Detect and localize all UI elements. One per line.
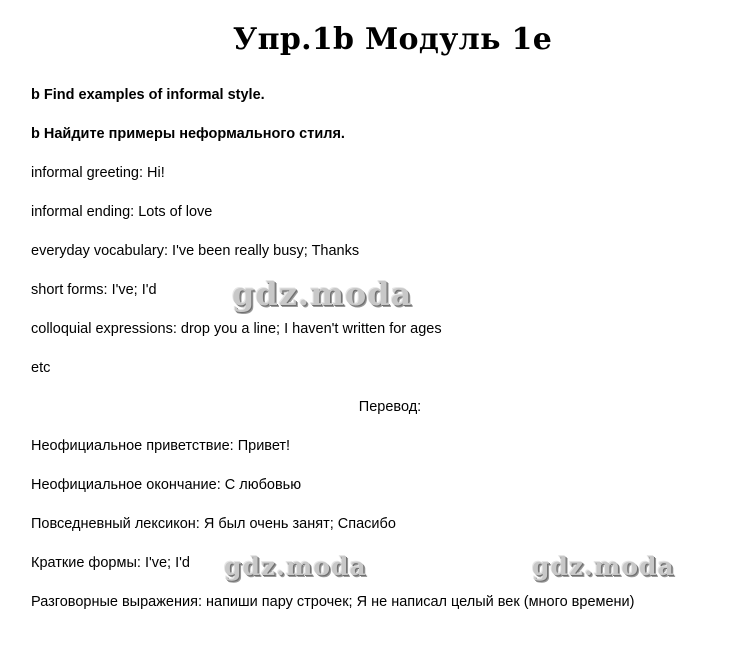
translation-greeting: Неофициальное приветствие: Привет! (31, 438, 291, 454)
page-title: Упр.1b Модуль 1е (232, 22, 553, 57)
translation-ending: Неофициальное окончание: С любовью (31, 477, 302, 493)
answer-colloquial: colloquial expressions: drop you a line; I haven't written for ages (31, 321, 442, 337)
watermark: gdz.moda (232, 275, 413, 313)
translation-short-forms: Краткие формы: I've; I'd (31, 555, 190, 571)
task-english: b Find examples of informal style. (31, 87, 265, 103)
task-russian: b Найдите примеры неформального стиля. (31, 126, 345, 142)
answer-ending: informal ending: Lots of love (31, 204, 213, 220)
translation-vocabulary: Повседневный лексикон: Я был очень занят; Спасибо (31, 516, 396, 532)
answer-vocabulary: everyday vocabulary: I've been really busy; Thanks (31, 243, 360, 259)
translation-heading: Перевод: (358, 399, 422, 415)
translation-colloquial: Разговорные выражения: напиши пару строчек; Я не написал целый век (много времени) (31, 594, 635, 610)
watermark: gdz.moda (532, 552, 675, 581)
answer-etc: etc (31, 360, 51, 376)
answer-greeting: informal greeting: Hi! (31, 165, 165, 181)
answer-short-forms: short forms: I've; I'd (31, 282, 157, 298)
watermark: gdz.moda (224, 552, 367, 581)
